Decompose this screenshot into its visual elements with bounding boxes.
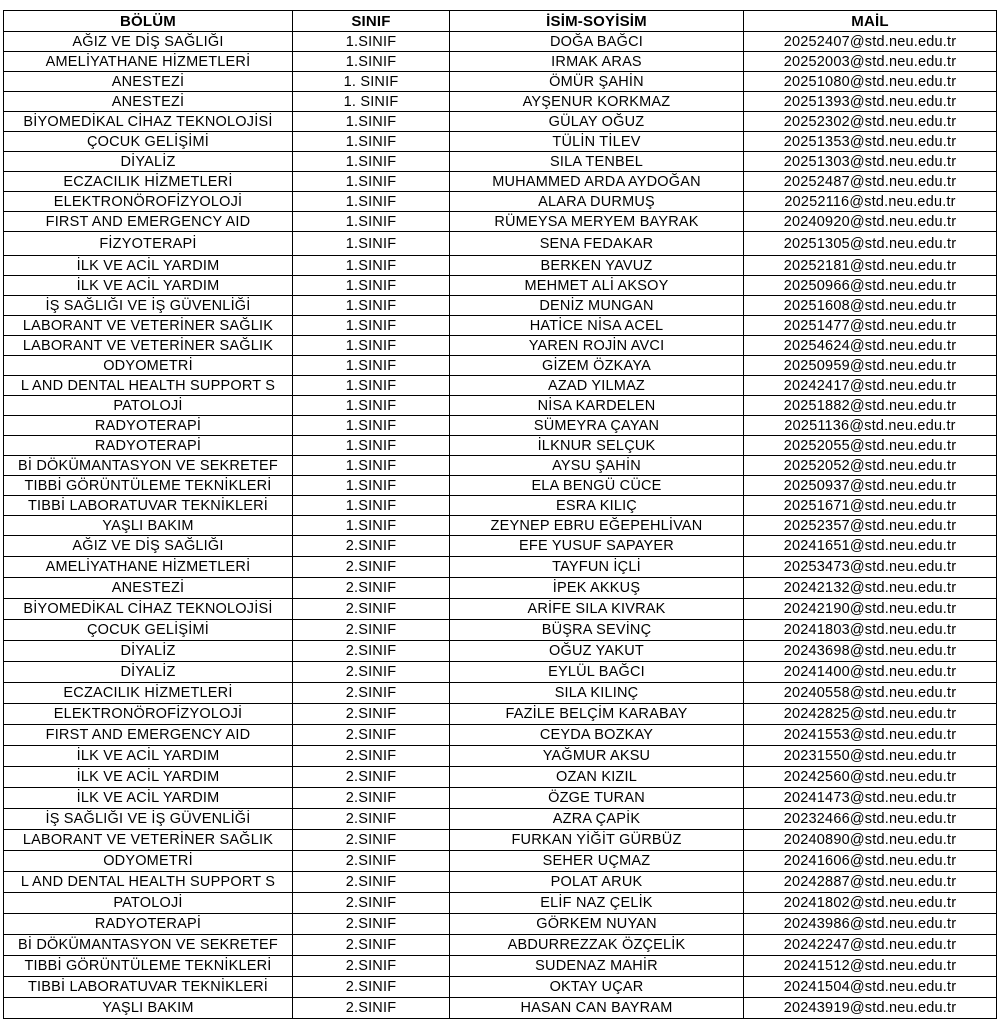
cell-department: DİYALİZ [4, 641, 293, 662]
cell-mail: 20252407@std.neu.edu.tr [744, 32, 997, 52]
cell-name: POLAT ARUK [450, 872, 744, 893]
cell-department: TIBBİ LABORATUVAR TEKNİKLERİ [4, 496, 293, 516]
cell-class: 1.SINIF [293, 436, 450, 456]
cell-mail: 20241802@std.neu.edu.tr [744, 893, 997, 914]
cell-department: FIRST AND EMERGENCY AID [4, 725, 293, 746]
cell-department: İLK VE ACİL YARDIM [4, 276, 293, 296]
cell-class: 2.SINIF [293, 956, 450, 977]
cell-class: 1.SINIF [293, 336, 450, 356]
cell-department: ANESTEZİ [4, 72, 293, 92]
cell-mail: 20250966@std.neu.edu.tr [744, 276, 997, 296]
cell-name: SENA FEDAKAR [450, 232, 744, 256]
cell-name: TAYFUN İÇLİ [450, 557, 744, 578]
cell-department: ODYOMETRİ [4, 356, 293, 376]
cell-class: 1.SINIF [293, 316, 450, 336]
cell-department: PATOLOJİ [4, 396, 293, 416]
cell-name: OKTAY UÇAR [450, 977, 744, 998]
table-row [4, 977, 997, 998]
cell-mail: 20252003@std.neu.edu.tr [744, 52, 997, 72]
cell-department: L AND DENTAL HEALTH SUPPORT S [4, 376, 293, 396]
cell-name: BÜŞRA SEVİNÇ [450, 620, 744, 641]
cell-name: SÜMEYRA ÇAYAN [450, 416, 744, 436]
cell-name: SEHER UÇMAZ [450, 851, 744, 872]
table-row [4, 935, 997, 956]
table-row [4, 376, 997, 396]
cell-mail: 20241504@std.neu.edu.tr [744, 977, 997, 998]
cell-department: FİZYOTERAPİ [4, 232, 293, 256]
cell-mail: 20241606@std.neu.edu.tr [744, 851, 997, 872]
cell-department: FIRST AND EMERGENCY AID [4, 212, 293, 232]
table-row [4, 516, 997, 536]
cell-mail: 20243698@std.neu.edu.tr [744, 641, 997, 662]
cell-class: 1.SINIF [293, 516, 450, 536]
table-row [4, 578, 997, 599]
table-row [4, 336, 997, 356]
cell-name: MEHMET ALİ AKSOY [450, 276, 744, 296]
cell-department: RADYOTERAPİ [4, 914, 293, 935]
cell-mail: 20231550@std.neu.edu.tr [744, 746, 997, 767]
table-body [4, 32, 997, 1019]
cell-mail: 20242417@std.neu.edu.tr [744, 376, 997, 396]
cell-name: EFE YUSUF SAPAYER [450, 536, 744, 557]
cell-department: RADYOTERAPİ [4, 416, 293, 436]
cell-name: GÖRKEM NUYAN [450, 914, 744, 935]
cell-class: 1.SINIF [293, 356, 450, 376]
cell-mail: 20251608@std.neu.edu.tr [744, 296, 997, 316]
cell-department: AMELİYATHANE HİZMETLERİ [4, 557, 293, 578]
table-row [4, 620, 997, 641]
cell-department: Bİ DÖKÜMANTASYON VE SEKRETEF [4, 935, 293, 956]
table-row [4, 172, 997, 192]
cell-mail: 20251671@std.neu.edu.tr [744, 496, 997, 516]
cell-mail: 20241400@std.neu.edu.tr [744, 662, 997, 683]
cell-class: 2.SINIF [293, 893, 450, 914]
cell-class: 2.SINIF [293, 788, 450, 809]
cell-class: 2.SINIF [293, 641, 450, 662]
cell-mail: 20240558@std.neu.edu.tr [744, 683, 997, 704]
table-row [4, 557, 997, 578]
cell-department: L AND DENTAL HEALTH SUPPORT S [4, 872, 293, 893]
cell-department: ANESTEZİ [4, 578, 293, 599]
cell-mail: 20232466@std.neu.edu.tr [744, 809, 997, 830]
cell-department: BİYOMEDİKAL CİHAZ TEKNOLOJİSİ [4, 112, 293, 132]
cell-department: ECZACILIK HİZMETLERİ [4, 172, 293, 192]
cell-name: YAREN ROJİN AVCI [450, 336, 744, 356]
cell-mail: 20251477@std.neu.edu.tr [744, 316, 997, 336]
cell-department: DİYALİZ [4, 662, 293, 683]
cell-department: ÇOCUK GELİŞİMİ [4, 620, 293, 641]
cell-class: 2.SINIF [293, 767, 450, 788]
cell-name: AYŞENUR KORKMAZ [450, 92, 744, 112]
cell-department: RADYOTERAPİ [4, 436, 293, 456]
cell-class: 1. SINIF [293, 92, 450, 112]
table-row [4, 683, 997, 704]
cell-department: ECZACILIK HİZMETLERİ [4, 683, 293, 704]
cell-mail: 20241473@std.neu.edu.tr [744, 788, 997, 809]
cell-mail: 20243986@std.neu.edu.tr [744, 914, 997, 935]
cell-mail: 20242190@std.neu.edu.tr [744, 599, 997, 620]
cell-class: 2.SINIF [293, 809, 450, 830]
cell-class: 1.SINIF [293, 396, 450, 416]
cell-department: İLK VE ACİL YARDIM [4, 788, 293, 809]
cell-mail: 20250959@std.neu.edu.tr [744, 356, 997, 376]
cell-class: 2.SINIF [293, 998, 450, 1019]
table-row [4, 436, 997, 456]
table-row [4, 725, 997, 746]
cell-mail: 20251080@std.neu.edu.tr [744, 72, 997, 92]
cell-class: 1.SINIF [293, 276, 450, 296]
cell-department: YAŞLI BAKIM [4, 516, 293, 536]
table-row [4, 296, 997, 316]
cell-name: BERKEN YAVUZ [450, 256, 744, 276]
cell-class: 2.SINIF [293, 599, 450, 620]
table-row [4, 956, 997, 977]
cell-name: ARİFE SILA KIVRAK [450, 599, 744, 620]
cell-department: DİYALİZ [4, 152, 293, 172]
table-row [4, 809, 997, 830]
table-row [4, 851, 997, 872]
cell-name: AZRA ÇAPİK [450, 809, 744, 830]
cell-name: RÜMEYSA MERYEM BAYRAK [450, 212, 744, 232]
cell-department: LABORANT VE VETERİNER SAĞLIK [4, 336, 293, 356]
cell-mail: 20242247@std.neu.edu.tr [744, 935, 997, 956]
table-row [4, 704, 997, 725]
cell-name: ZEYNEP EBRU EĞEPEHLİVAN [450, 516, 744, 536]
cell-class: 1.SINIF [293, 192, 450, 212]
table-row [4, 914, 997, 935]
cell-mail: 20240890@std.neu.edu.tr [744, 830, 997, 851]
header-department: BÖLÜM [4, 11, 293, 32]
cell-department: İLK VE ACİL YARDIM [4, 746, 293, 767]
cell-name: TÜLİN TİLEV [450, 132, 744, 152]
table-row [4, 416, 997, 436]
cell-name: AYSU ŞAHİN [450, 456, 744, 476]
table-row [4, 132, 997, 152]
table-row [4, 256, 997, 276]
cell-name: EYLÜL BAĞCI [450, 662, 744, 683]
cell-department: TIBBİ GÖRÜNTÜLEME TEKNİKLERİ [4, 476, 293, 496]
cell-mail: 20252357@std.neu.edu.tr [744, 516, 997, 536]
cell-department: LABORANT VE VETERİNER SAĞLIK [4, 316, 293, 336]
cell-class: 2.SINIF [293, 662, 450, 683]
cell-name: ALARA DURMUŞ [450, 192, 744, 212]
student-table [3, 10, 997, 1019]
cell-class: 2.SINIF [293, 872, 450, 893]
cell-class: 2.SINIF [293, 578, 450, 599]
cell-class: 2.SINIF [293, 830, 450, 851]
table-row [4, 276, 997, 296]
cell-class: 2.SINIF [293, 704, 450, 725]
table-row [4, 212, 997, 232]
cell-class: 2.SINIF [293, 935, 450, 956]
cell-department: BİYOMEDİKAL CİHAZ TEKNOLOJİSİ [4, 599, 293, 620]
cell-class: 1.SINIF [293, 132, 450, 152]
cell-class: 2.SINIF [293, 914, 450, 935]
cell-department: İLK VE ACİL YARDIM [4, 767, 293, 788]
table-row [4, 32, 997, 52]
cell-class: 1.SINIF [293, 32, 450, 52]
cell-class: 1.SINIF [293, 52, 450, 72]
cell-department: AĞIZ VE DİŞ SAĞLIĞI [4, 32, 293, 52]
table-row [4, 52, 997, 72]
cell-name: FAZİLE BELÇİM KARABAY [450, 704, 744, 725]
cell-name: ESRA KILIÇ [450, 496, 744, 516]
cell-class: 2.SINIF [293, 746, 450, 767]
cell-mail: 20250937@std.neu.edu.tr [744, 476, 997, 496]
table-row [4, 192, 997, 212]
cell-name: SUDENAZ MAHİR [450, 956, 744, 977]
cell-mail: 20252055@std.neu.edu.tr [744, 436, 997, 456]
cell-name: CEYDA BOZKAY [450, 725, 744, 746]
cell-mail: 20252116@std.neu.edu.tr [744, 192, 997, 212]
cell-mail: 20241553@std.neu.edu.tr [744, 725, 997, 746]
table-row [4, 476, 997, 496]
cell-class: 2.SINIF [293, 536, 450, 557]
cell-department: LABORANT VE VETERİNER SAĞLIK [4, 830, 293, 851]
cell-mail: 20251882@std.neu.edu.tr [744, 396, 997, 416]
cell-name: MUHAMMED ARDA AYDOĞAN [450, 172, 744, 192]
cell-class: 2.SINIF [293, 977, 450, 998]
cell-name: ELİF NAZ ÇELİK [450, 893, 744, 914]
table-row [4, 746, 997, 767]
cell-name: DOĞA BAĞCI [450, 32, 744, 52]
cell-mail: 20241512@std.neu.edu.tr [744, 956, 997, 977]
cell-class: 1.SINIF [293, 232, 450, 256]
table-row [4, 232, 997, 256]
table-row [4, 356, 997, 376]
table-row [4, 872, 997, 893]
cell-name: SILA KILINÇ [450, 683, 744, 704]
cell-class: 2.SINIF [293, 725, 450, 746]
header-name: İSİM-SOYİSİM [450, 11, 744, 32]
table-row [4, 112, 997, 132]
table-row [4, 662, 997, 683]
cell-mail: 20241651@std.neu.edu.tr [744, 536, 997, 557]
table-row [4, 536, 997, 557]
cell-department: İLK VE ACİL YARDIM [4, 256, 293, 276]
cell-department: AĞIZ VE DİŞ SAĞLIĞI [4, 536, 293, 557]
table-row [4, 641, 997, 662]
cell-mail: 20242132@std.neu.edu.tr [744, 578, 997, 599]
table-row [4, 788, 997, 809]
cell-mail: 20242887@std.neu.edu.tr [744, 872, 997, 893]
cell-mail: 20251305@std.neu.edu.tr [744, 232, 997, 256]
cell-mail: 20254624@std.neu.edu.tr [744, 336, 997, 356]
cell-department: TIBBİ LABORATUVAR TEKNİKLERİ [4, 977, 293, 998]
cell-class: 2.SINIF [293, 620, 450, 641]
cell-name: HATİCE NİSA ACEL [450, 316, 744, 336]
cell-department: ODYOMETRİ [4, 851, 293, 872]
table-row [4, 767, 997, 788]
cell-department: ÇOCUK GELİŞİMİ [4, 132, 293, 152]
cell-mail: 20242825@std.neu.edu.tr [744, 704, 997, 725]
table-row [4, 830, 997, 851]
table-row [4, 152, 997, 172]
cell-mail: 20252052@std.neu.edu.tr [744, 456, 997, 476]
table-row [4, 893, 997, 914]
table-row [4, 92, 997, 112]
cell-mail: 20240920@std.neu.edu.tr [744, 212, 997, 232]
cell-mail: 20243919@std.neu.edu.tr [744, 998, 997, 1019]
table-row [4, 456, 997, 476]
cell-name: OĞUZ YAKUT [450, 641, 744, 662]
cell-mail: 20251136@std.neu.edu.tr [744, 416, 997, 436]
cell-name: YAĞMUR AKSU [450, 746, 744, 767]
cell-class: 1.SINIF [293, 476, 450, 496]
cell-department: YAŞLI BAKIM [4, 998, 293, 1019]
table-row [4, 998, 997, 1019]
cell-name: AZAD YILMAZ [450, 376, 744, 396]
cell-name: NİSA KARDELEN [450, 396, 744, 416]
header-row [4, 11, 997, 32]
cell-name: GİZEM ÖZKAYA [450, 356, 744, 376]
cell-class: 2.SINIF [293, 683, 450, 704]
cell-name: HASAN CAN BAYRAM [450, 998, 744, 1019]
cell-name: DENİZ MUNGAN [450, 296, 744, 316]
cell-mail: 20251353@std.neu.edu.tr [744, 132, 997, 152]
cell-class: 1.SINIF [293, 496, 450, 516]
cell-class: 2.SINIF [293, 851, 450, 872]
table-row [4, 72, 997, 92]
cell-mail: 20252487@std.neu.edu.tr [744, 172, 997, 192]
cell-mail: 20241803@std.neu.edu.tr [744, 620, 997, 641]
cell-name: İPEK AKKUŞ [450, 578, 744, 599]
cell-department: AMELİYATHANE HİZMETLERİ [4, 52, 293, 72]
cell-name: GÜLAY OĞUZ [450, 112, 744, 132]
table-row [4, 316, 997, 336]
cell-department: İŞ SAĞLIĞI VE İŞ GÜVENLİĞİ [4, 809, 293, 830]
cell-name: SILA TENBEL [450, 152, 744, 172]
cell-department: PATOLOJİ [4, 893, 293, 914]
header-class: SINIF [293, 11, 450, 32]
cell-class: 1.SINIF [293, 456, 450, 476]
cell-department: TIBBİ GÖRÜNTÜLEME TEKNİKLERİ [4, 956, 293, 977]
cell-name: ÖZGE TURAN [450, 788, 744, 809]
cell-mail: 20242560@std.neu.edu.tr [744, 767, 997, 788]
cell-class: 1. SINIF [293, 72, 450, 92]
cell-class: 1.SINIF [293, 152, 450, 172]
cell-class: 2.SINIF [293, 557, 450, 578]
cell-class: 1.SINIF [293, 172, 450, 192]
cell-name: ELA BENGÜ CÜCE [450, 476, 744, 496]
cell-name: OZAN KIZIL [450, 767, 744, 788]
cell-name: İLKNUR SELÇUK [450, 436, 744, 456]
header-mail: MAİL [744, 11, 997, 32]
cell-mail: 20253473@std.neu.edu.tr [744, 557, 997, 578]
cell-mail: 20251393@std.neu.edu.tr [744, 92, 997, 112]
cell-mail: 20252302@std.neu.edu.tr [744, 112, 997, 132]
cell-mail: 20252181@std.neu.edu.tr [744, 256, 997, 276]
cell-name: FURKAN YİĞİT GÜRBÜZ [450, 830, 744, 851]
table-row [4, 496, 997, 516]
table-row [4, 599, 997, 620]
cell-department: ELEKTRONÖROFİZYOLOJİ [4, 704, 293, 725]
cell-mail: 20251303@std.neu.edu.tr [744, 152, 997, 172]
cell-class: 1.SINIF [293, 212, 450, 232]
cell-class: 1.SINIF [293, 416, 450, 436]
cell-department: Bİ DÖKÜMANTASYON VE SEKRETEF [4, 456, 293, 476]
cell-class: 1.SINIF [293, 256, 450, 276]
cell-class: 1.SINIF [293, 376, 450, 396]
cell-name: ABDURREZZAK ÖZÇELİK [450, 935, 744, 956]
table-row [4, 396, 997, 416]
cell-department: ANESTEZİ [4, 92, 293, 112]
cell-class: 1.SINIF [293, 112, 450, 132]
cell-name: IRMAK ARAS [450, 52, 744, 72]
cell-name: ÖMÜR ŞAHİN [450, 72, 744, 92]
cell-department: İŞ SAĞLIĞI VE İŞ GÜVENLİĞİ [4, 296, 293, 316]
cell-class: 1.SINIF [293, 296, 450, 316]
cell-department: ELEKTRONÖROFİZYOLOJİ [4, 192, 293, 212]
